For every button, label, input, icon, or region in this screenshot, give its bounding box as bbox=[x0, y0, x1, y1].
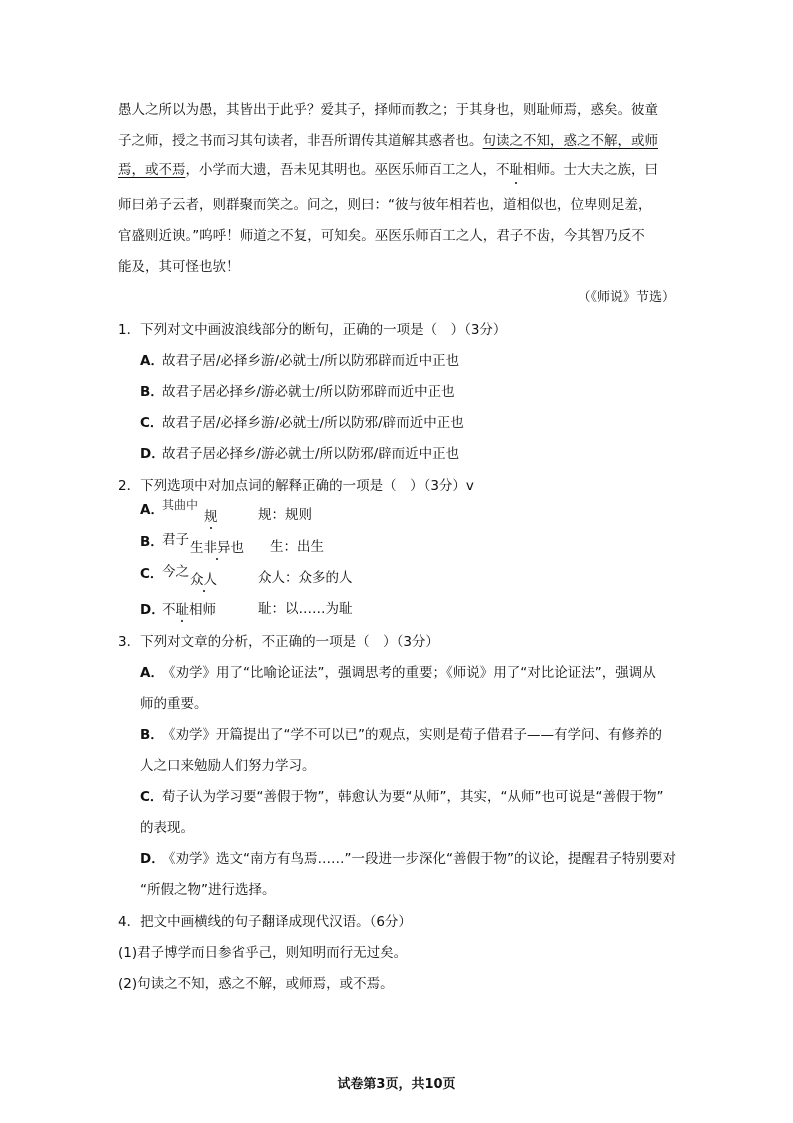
q4-stem: 4．把文中画横线的句子翻译成现代汉语。（6分） bbox=[118, 914, 412, 930]
q3-option-a-label: A． bbox=[140, 665, 164, 681]
q1-option-c-text: 故君子居/必择乡游/必就士/所以防邪/辟而近中正也 bbox=[162, 415, 464, 431]
q1-option-d bbox=[140, 444, 459, 464]
q1-option-b bbox=[140, 382, 455, 402]
q2-option-b-label: B． bbox=[140, 534, 164, 550]
q1-option-a bbox=[140, 351, 459, 371]
q2-option-c-dotted-term: 众人 bbox=[190, 568, 217, 588]
q3-option-a-line1 bbox=[140, 663, 656, 683]
q3-option-d-label: D． bbox=[140, 851, 165, 867]
underlined-sentence-part2: 焉，或不焉 bbox=[118, 162, 186, 178]
q2-option-c-gloss: 众人：众多的人 bbox=[258, 570, 353, 586]
passage-line-3-text-a: ，小学而大遗，吾未见其明也。巫医乐师百工之人，不 bbox=[185, 162, 510, 178]
passage-line-4: 师曰弟子云者，则群聚而笑之。问之，则曰：“彼与彼年相若也，道相似也，位卑则足羞， bbox=[118, 197, 652, 213]
q3-option-a-line2: 师的重要。 bbox=[140, 696, 208, 712]
passage-line-5: 官盛则近谀。”呜呼！师道之不复，可知矣。巫医乐师百工之人，君子不齿，今其智乃反不 bbox=[118, 228, 645, 244]
q1-option-b-text: 故君子居必择乡/游必就士/所以防邪辟而近中正也 bbox=[162, 384, 455, 400]
q1-option-c bbox=[140, 413, 464, 433]
q2-option-b-gloss: 生：出生 bbox=[270, 539, 324, 555]
q3-option-a-text1: 《劝学》用了“比喻论证法”，强调思考的重要；《师说》用了“对比论证法”，强调从 bbox=[162, 665, 656, 681]
passage-line-3 bbox=[118, 160, 658, 180]
q1-option-d-label: D． bbox=[140, 446, 165, 462]
q3-option-b-line2: 人之口来勉励人们努力学习。 bbox=[140, 758, 316, 774]
q3-option-b-label: B． bbox=[140, 727, 164, 743]
passage-line-3-text-b: 相师。士大夫之族，曰 bbox=[523, 162, 658, 178]
q2-stem: 2．下列选项中对加点词的解释正确的一项是（ ）（3分）v bbox=[118, 478, 474, 494]
q3-option-d-line2: “所假之物”进行选择。 bbox=[140, 882, 276, 898]
q2-option-c-prefix: 今之 bbox=[162, 564, 189, 580]
q2-option-d-prefix: 不 bbox=[162, 602, 176, 618]
q4-sentence-1: (1)君子博学而日参省乎己，则知明而行无过矣。 bbox=[118, 945, 408, 961]
q2-option-d-gloss: 耻：以……为耻 bbox=[258, 601, 353, 617]
q2-option-a-label: A． bbox=[140, 502, 164, 518]
q2-option-d-dotted-term: 耻 bbox=[176, 598, 190, 618]
q2-option-b-prefix: 君子 bbox=[162, 532, 189, 548]
q2-option-d-label: D． bbox=[140, 602, 165, 618]
q3-option-d-line1 bbox=[140, 849, 676, 869]
underlined-sentence-part1: 句读之不知，惑之不解，或师 bbox=[482, 133, 658, 149]
passage-line-1: 愚人之所以为愚，其皆出于此乎？爱其子，择师而教之；于其身也，则耻师焉，惑矣。彼童 bbox=[118, 102, 658, 118]
passage-line-6: 能及，其可怪也欤！ bbox=[118, 259, 240, 275]
q2-option-c-term bbox=[190, 568, 217, 588]
q3-option-d-text1: 《劝学》选文“南方有鸟焉……”一段进一步深化“善假于物”的议论，提醒君子特别要对 bbox=[162, 851, 676, 867]
q1-option-c-label: C． bbox=[140, 415, 164, 431]
q2-option-a-prefix: 其曲中 bbox=[162, 498, 199, 512]
q2-option-a-dotted-term: 规 bbox=[204, 505, 218, 525]
q3-option-c-line2: 的表现。 bbox=[140, 820, 194, 836]
passage-line-2-text: 子之师，授之书而习其句读者，非吾所谓传其道解其惑者也。 bbox=[118, 133, 483, 149]
q2-option-d-suffix: 相师 bbox=[189, 602, 216, 618]
passage-line-2 bbox=[118, 131, 658, 151]
q3-option-b-text1: 《劝学》开篇提出了“学不可以已”的观点，实则是荀子借君子——有学问、有修养的 bbox=[162, 727, 662, 743]
q2-option-a-term bbox=[204, 505, 218, 525]
q3-option-c-line1 bbox=[140, 787, 663, 807]
q3-option-c-text1: 荀子认为学习要“善假于物”，韩愈认为要“从师”，其实，“从师”也可说是“善假于物” bbox=[162, 789, 664, 805]
q1-stem: 1．下列对文中画波浪线部分的断句，正确的一项是（ ）（3分） bbox=[118, 322, 507, 338]
q1-option-d-text: 故君子居必择乡/游必就士/所以防邪/辟而近中正也 bbox=[162, 446, 460, 462]
q1-option-a-label: A． bbox=[140, 353, 164, 369]
q2-option-b-dotted-term: 生非异也 bbox=[190, 536, 244, 556]
q2-option-d-phrase bbox=[162, 598, 216, 618]
dotted-char-chi: 耻 bbox=[509, 162, 523, 178]
q3-option-b-line1 bbox=[140, 725, 662, 745]
q2-option-b-term bbox=[190, 536, 244, 556]
page-footer: 试卷第3页，共10页 bbox=[337, 1077, 456, 1092]
q3-stem: 3．下列对文章的分析，不正确的一项是（ ）（3分） bbox=[118, 634, 439, 650]
q1-option-a-text: 故君子居/必择乡游/必就士/所以防邪辟而近中正也 bbox=[162, 353, 460, 369]
q4-sentence-2: (2)句读之不知，惑之不解，或师焉，或不焉。 bbox=[118, 976, 394, 992]
q2-option-c-label: C． bbox=[140, 566, 164, 582]
q2-option-a-gloss: 规：规则 bbox=[258, 507, 312, 523]
passage-source: （《师说》节选） bbox=[577, 290, 675, 305]
q3-option-c-label: C． bbox=[140, 789, 164, 805]
q1-option-b-label: B． bbox=[140, 384, 164, 400]
